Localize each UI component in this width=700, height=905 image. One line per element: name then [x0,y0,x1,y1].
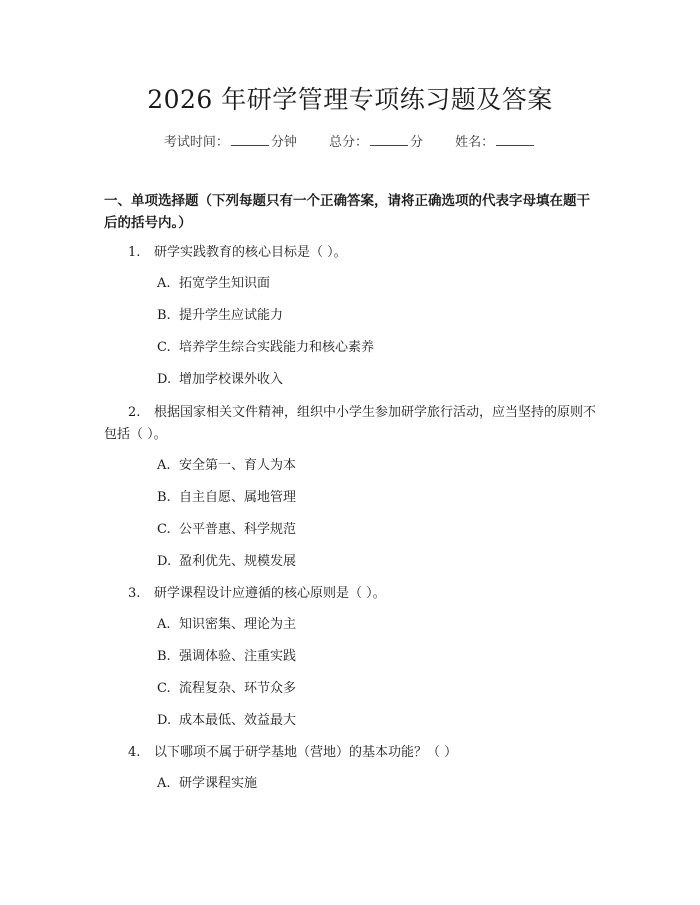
option-3c [157,679,296,699]
option-letter: A. [157,776,171,791]
option-4a [157,774,257,794]
option-letter: C. [157,522,171,537]
option-letter: B. [157,308,171,323]
option-text: 流程复杂、环节众多 [179,681,297,696]
question-4 [104,742,596,764]
option-1c [157,338,374,358]
option-text: 研学课程实施 [179,776,258,791]
option-2d [157,552,296,572]
total-score-label: 总分： [328,135,368,150]
option-text: 公平普惠、科学规范 [179,522,297,537]
option-text: 知识密集、理论为主 [179,617,297,632]
question-stem: 研学课程设计应遵循的核心原则是（ ）。 [154,586,386,601]
section-heading: 一、单项选择题（下列每题只有一个正确答案，请将正确选项的代表字母填在题干后的括号内。） [104,193,590,231]
option-3d [157,711,296,731]
option-letter: A. [157,276,171,291]
option-text: 自主自愿、属地管理 [179,490,297,505]
option-letter: A. [157,458,171,473]
question-stem: 根据国家相关文件精神，组织中小学生参加研学旅行活动，应当坚持的原则不包括（ ）。 [104,405,597,442]
option-3a [157,615,296,635]
option-letter: B. [157,649,171,664]
option-text: 成本最低、效益最大 [179,713,297,728]
option-1d [157,370,283,390]
option-2c [157,520,296,540]
student-name [455,135,536,150]
option-text: 强调体验、注重实践 [179,649,297,664]
question-number: 1. [128,245,141,260]
exam-time-label: 考试时间： [163,135,229,150]
option-1b [157,306,283,326]
option-letter: D. [157,713,172,728]
question-number: 4. [128,745,141,760]
option-text: 盈利优先、规模发展 [179,554,297,569]
total-score [329,135,423,150]
question-number: 2. [128,405,141,420]
question-3 [104,583,596,605]
option-text: 拓宽学生知识面 [179,276,271,291]
question-number: 3. [128,586,141,601]
question-2 [104,402,596,446]
question-stem: 研学实践教育的核心目标是（ ）。 [154,245,347,260]
question-1 [104,242,596,264]
option-2b [157,488,296,508]
option-letter: D. [157,554,172,569]
option-letter: C. [157,681,171,696]
exam-time-unit: 分钟 [270,135,297,150]
option-3b [157,647,296,667]
option-letter: A. [157,617,171,632]
student-name-label: 姓名： [455,135,495,150]
option-letter: D. [157,372,172,387]
document-title: 2026 年研学管理专项练习题及答案 [147,85,553,114]
option-1a [157,274,270,294]
exam-time-blank [231,133,269,146]
question-stem: 以下哪项不属于研学基地（营地）的基本功能？（ ） [154,745,458,760]
exam-time [164,135,297,150]
total-score-blank [370,133,408,146]
option-letter: C. [157,340,171,355]
total-score-unit: 分 [410,135,424,150]
option-text: 培养学生综合实践能力和核心素养 [179,340,375,355]
exam-meta [0,131,700,150]
option-text: 增加学校课外收入 [179,372,284,387]
option-text: 提升学生应试能力 [179,308,284,323]
student-name-blank [496,133,534,146]
option-letter: B. [157,490,171,505]
option-text: 安全第一、育人为本 [179,458,297,473]
option-2a [157,456,296,476]
